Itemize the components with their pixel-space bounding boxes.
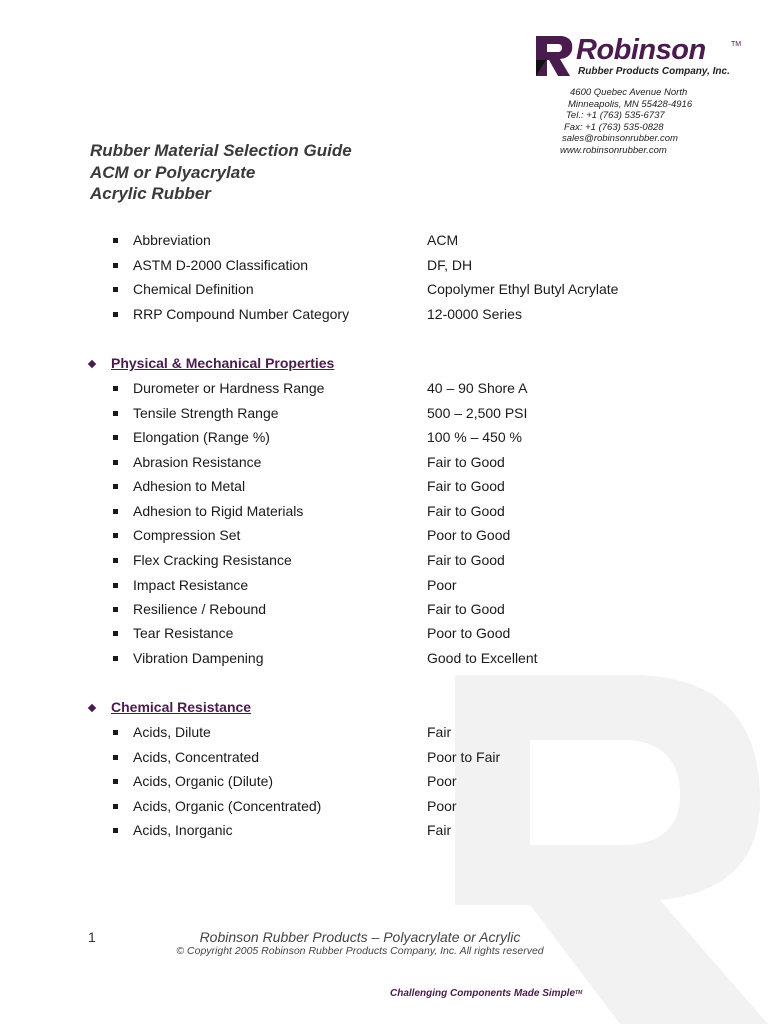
square-bullet-icon: [113, 607, 118, 612]
list-item: [0, 599, 768, 619]
square-bullet-icon: [113, 730, 118, 735]
square-bullet-icon: [113, 460, 118, 465]
property-label: Acids, Inorganic: [133, 822, 233, 838]
square-bullet-icon: [113, 828, 118, 833]
property-value: Poor: [427, 577, 457, 593]
property-value: Poor: [427, 773, 457, 789]
property-label: Acids, Dilute: [133, 724, 211, 740]
property-label: Resilience / Rebound: [133, 601, 267, 617]
property-value: Poor to Fair: [427, 749, 501, 765]
property-label: Acids, Organic (Dilute): [133, 773, 274, 789]
square-bullet-icon: [113, 631, 118, 636]
property-label: Acids, Organic (Concentrated): [133, 798, 322, 814]
square-bullet-icon: [113, 779, 118, 784]
square-bullet-icon: [113, 484, 118, 489]
list-item: [0, 525, 768, 545]
property-label: Adhesion to Rigid Materials: [133, 503, 304, 519]
title-line-3: Acrylic Rubber: [90, 184, 211, 203]
property-label: Tensile Strength Range: [133, 405, 279, 421]
list-item: [0, 476, 768, 496]
list-item: [0, 230, 768, 250]
list-item: [0, 550, 768, 570]
list-item: [0, 378, 768, 398]
title-line-2: ACM or Polyacrylate: [90, 162, 256, 182]
property-value: ACM: [427, 232, 459, 248]
square-bullet-icon: [113, 804, 118, 809]
square-bullet-icon: [113, 287, 118, 292]
property-value: DF, DH: [427, 257, 473, 273]
property-label: Elongation (Range %): [133, 429, 270, 445]
property-label: Vibration Dampening: [133, 650, 264, 666]
property-label: RRP Compound Number Category: [133, 306, 350, 322]
address-city: Minneapolis, MN 55428-4916: [568, 98, 693, 110]
logo-wordmark: Robinson: [576, 34, 706, 66]
title-line-1: Rubber Material Selection Guide: [90, 141, 352, 160]
list-item: [0, 403, 768, 423]
footer-tagline: [390, 987, 582, 1000]
property-value: Poor to Good: [427, 527, 511, 543]
property-value: 100 % – 450 %: [427, 429, 522, 445]
square-bullet-icon: [113, 263, 118, 268]
list-item: [0, 575, 768, 595]
property-label: Abbreviation: [133, 232, 211, 248]
physical-section-heading: Physical & Mechanical Properties: [111, 355, 335, 371]
square-bullet-icon: [113, 386, 118, 391]
company-logo: [532, 32, 744, 82]
company-address: [556, 87, 692, 157]
address-fax: Fax: +1 (763) 535-0828: [564, 121, 664, 133]
address-tel: Tel.: +1 (763) 535-6737: [566, 110, 665, 122]
footer-title-text: Robinson Rubber Products – Polyacrylate or Acrylic: [199, 929, 521, 945]
list-item: [0, 796, 768, 816]
property-value: Fair to Good: [427, 478, 505, 494]
square-bullet-icon: [113, 583, 118, 588]
square-bullet-icon: [113, 312, 118, 317]
square-bullet-icon: [113, 238, 118, 243]
address-website[interactable]: www.robinsonrubber.com: [560, 144, 667, 156]
property-value: Poor to Good: [427, 625, 511, 641]
square-bullet-icon: [113, 533, 118, 538]
list-item: [0, 452, 768, 472]
copyright-text: © Copyright 2005 Robinson Rubber Products Company, Inc. All rights reserved: [176, 945, 544, 957]
tagline-text: Challenging Components Made Simple: [390, 988, 576, 999]
property-value: 12-0000 Series: [427, 306, 522, 322]
logo-trademark: TM: [731, 41, 742, 48]
list-item: [0, 747, 768, 767]
square-bullet-icon: [113, 411, 118, 416]
property-value: Fair to Good: [427, 552, 505, 568]
list-item: [0, 279, 768, 299]
property-value: Good to Excellent: [427, 650, 538, 666]
property-value: Fair to Good: [427, 601, 505, 617]
list-item: [0, 820, 768, 840]
property-value: Poor: [427, 798, 457, 814]
property-label: ASTM D-2000 Classification: [133, 257, 309, 273]
list-item: [0, 623, 768, 643]
property-label: Tear Resistance: [133, 625, 234, 641]
property-label: Impact Resistance: [133, 577, 249, 593]
square-bullet-icon: [113, 558, 118, 563]
square-bullet-icon: [113, 435, 118, 440]
chemical-section-heading: Chemical Resistance: [111, 699, 252, 715]
property-label: Flex Cracking Resistance: [133, 552, 292, 568]
page-number: 1: [88, 929, 96, 945]
property-value: Copolymer Ethyl Butyl Acrylate: [427, 281, 619, 297]
tagline-trademark: TM: [575, 990, 583, 996]
property-value: Fair: [427, 822, 452, 838]
property-label: Acids, Concentrated: [133, 749, 260, 765]
property-label: Abrasion Resistance: [133, 454, 262, 470]
property-label: Chemical Definition: [133, 281, 254, 297]
property-value: 500 – 2,500 PSI: [427, 405, 528, 421]
list-item: [0, 427, 768, 447]
property-label: Adhesion to Metal: [133, 478, 246, 494]
list-item: [0, 771, 768, 791]
list-item: [0, 722, 768, 742]
square-bullet-icon: [113, 755, 118, 760]
property-value: Fair to Good: [427, 454, 505, 470]
property-value: Fair to Good: [427, 503, 505, 519]
list-item: [0, 304, 768, 324]
logo-subtitle: Rubber Products Company, Inc.: [578, 66, 730, 77]
address-street: 4600 Quebec Avenue North: [570, 87, 688, 98]
list-item: [0, 255, 768, 275]
document-title: [90, 140, 352, 205]
list-item: [0, 648, 768, 668]
property-label: Compression Set: [133, 527, 241, 543]
property-value: Fair: [427, 724, 452, 740]
property-value: 40 – 90 Shore A: [427, 380, 528, 396]
square-bullet-icon: [113, 509, 118, 514]
robinson-r-icon: [532, 32, 576, 78]
address-email[interactable]: sales@robinsonrubber.com: [562, 133, 678, 145]
property-label: Durometer or Hardness Range: [133, 380, 325, 396]
list-item: [0, 501, 768, 521]
footer-title: [0, 928, 720, 946]
footer-copyright: [0, 945, 720, 958]
square-bullet-icon: [113, 656, 118, 661]
